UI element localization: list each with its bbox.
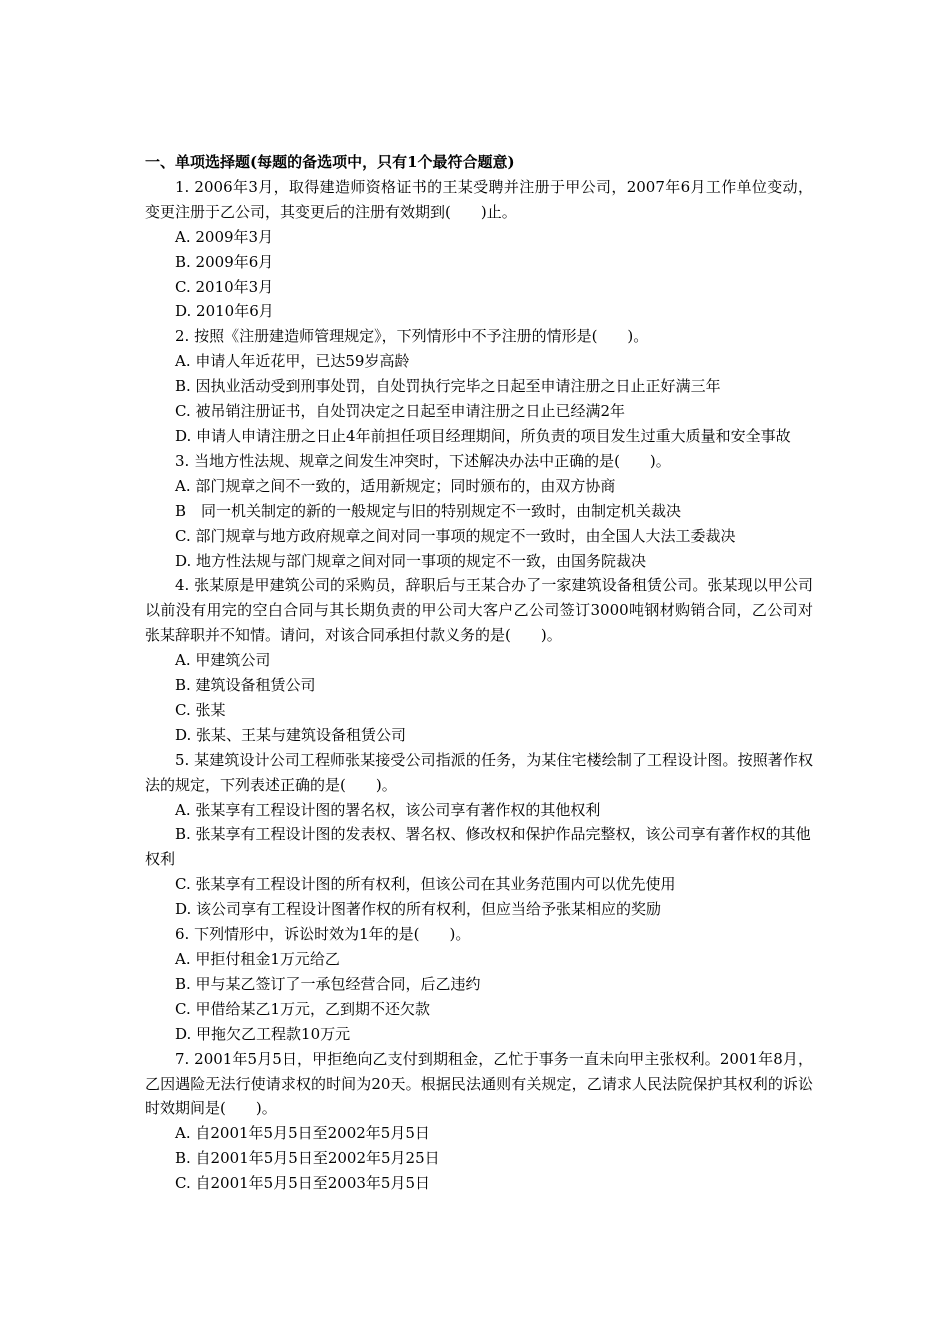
option-c: C. 张某	[175, 700, 226, 719]
question-1	[145, 175, 813, 324]
option-a: A. 申请人年近花甲，已达59岁高龄	[175, 352, 410, 371]
option-c: C. 被吊销注册证书，自处罚决定之日起至申请注册之日止已经满2年	[175, 402, 626, 421]
option-b: B. 因执业活动受到刑事处罚，自处罚执行完毕之日起至申请注册之日止正好满三年	[175, 377, 721, 396]
question-stem: 7. 2001年5月5日，甲拒绝向乙支付到期租金，乙忙于事务一直未向甲主张权利。2001年8月，乙因遇险无法行使请求权的时间为20天。根据民法通则有关规定，乙请求人民法院保护其权利的诉讼时效期间是( )。	[145, 1049, 813, 1118]
option-d: D. 申请人申请注册之日止4年前担任项目经理期间，所负责的项目发生过重大质量和安全事故	[175, 426, 791, 445]
option-c: C. 甲借给某乙1万元，乙到期不还欠款	[175, 999, 431, 1018]
question-4	[145, 573, 813, 747]
document-page	[145, 150, 813, 1196]
option-a: A. 张某享有工程设计图的署名权，该公司享有著作权的其他权利	[175, 800, 601, 819]
option-d: D. 张某、王某与建筑设备租赁公司	[175, 725, 407, 744]
option-d: D. 2010年6月	[175, 302, 274, 321]
option-b: B. 张某享有工程设计图的发表权、署名权、修改权和保护作品完整权，该公司享有著作权的其他权利	[145, 825, 811, 869]
option-b: B. 自2001年5月5日至2002年5月25日	[175, 1149, 440, 1168]
question-stem: 2. 按照《注册建造师管理规定》，下列情形中不予注册的情形是( )。	[175, 327, 649, 346]
option-c: C. 自2001年5月5日至2003年5月5日	[175, 1174, 431, 1193]
question-stem: 4. 张某原是甲建筑公司的采购员，辞职后与王某合办了一家建筑设备租赁公司。张某现以甲公司以前没有用完的空白合同与其长期负责的甲公司大客户乙公司签订3000吨钢材购销合同，乙公司对张某辞职并不知情。请问，对该合同承担付款义务的是( )。	[145, 576, 813, 645]
section-heading: 一、单项选择题(每题的备选项中，只有1个最符合题意)	[145, 153, 515, 171]
option-d: D. 甲拖欠乙工程款10万元	[175, 1024, 351, 1043]
option-a: A. 部门规章之间不一致的，适用新规定；同时颁布的，由双方协商	[175, 476, 616, 495]
option-a: A. 甲拒付租金1万元给乙	[175, 950, 340, 968]
question-stem: 3. 当地方性法规、规章之间发生冲突时，下述解决办法中正确的是( )。	[175, 451, 671, 470]
question-stem: 6. 下列情形中，诉讼时效为1年的是( )。	[175, 925, 471, 944]
option-b: B. 2009年6月	[175, 252, 274, 271]
question-stem: 5. 某建筑设计公司工程师张某接受公司指派的任务，为某住宅楼绘制了工程设计图。按照著作权法的规定，下列表述正确的是( )。	[145, 750, 813, 794]
question-6	[145, 922, 813, 1047]
option-a: A. 2009年3月	[175, 227, 274, 246]
option-a: A. 甲建筑公司	[175, 651, 271, 670]
option-b: B 同一机关制定的新的一般规定与旧的特别规定不一致时，由制定机关裁决	[175, 501, 682, 520]
option-b: B. 建筑设备租赁公司	[175, 676, 316, 695]
option-b: B. 甲与某乙签订了一承包经营合同，后乙违约	[175, 974, 481, 993]
option-c: C. 部门规章与地方政府规章之间对同一事项的规定不一致时，由全国人大法工委裁决	[175, 526, 736, 545]
question-3	[145, 449, 813, 574]
option-c: C. 2010年3月	[175, 277, 274, 296]
question-2	[145, 324, 813, 449]
question-stem: 1. 2006年3月，取得建造师资格证书的王某受聘并注册于甲公司，2007年6月工作单位变动，变更注册于乙公司，其变更后的注册有效期到( )止。	[145, 177, 813, 221]
option-d: D. 地方性法规与部门规章之间对同一事项的规定不一致，由国务院裁决	[175, 551, 647, 570]
option-c: C. 张某享有工程设计图的所有权利，但该公司在其业务范围内可以优先使用	[175, 875, 676, 894]
option-a: A. 自2001年5月5日至2002年5月5日	[175, 1124, 430, 1143]
question-5	[145, 748, 813, 922]
question-7	[145, 1047, 813, 1196]
option-d: D. 该公司享有工程设计图著作权的所有权利，但应当给予张某相应的奖励	[175, 900, 662, 919]
